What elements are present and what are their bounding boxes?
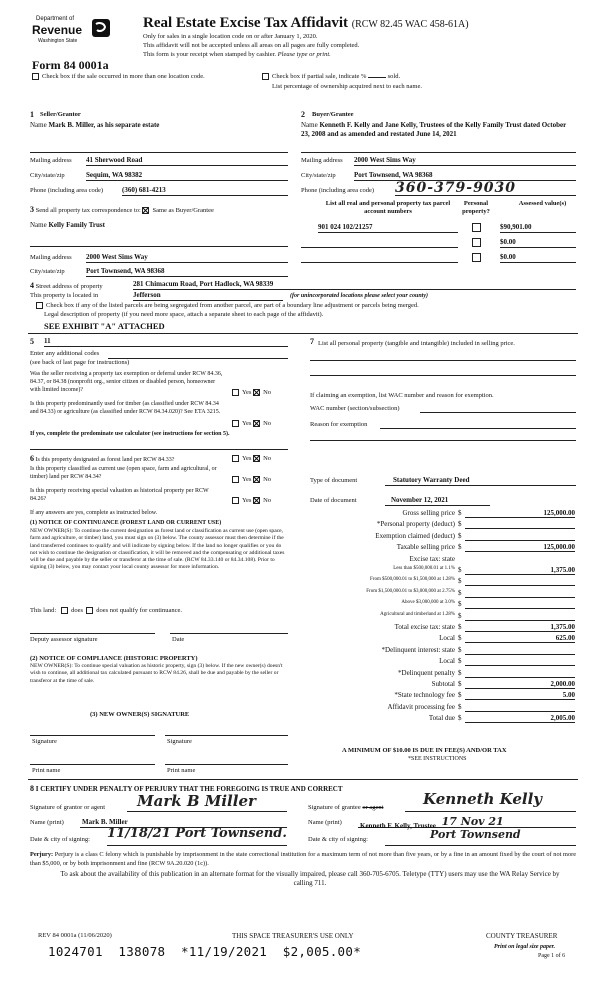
section5-q2-yes-label: Yes (242, 420, 252, 427)
tax-row (310, 691, 580, 701)
revision-number: REV 84 0001a (11/06/2020) (38, 932, 112, 939)
parcel-personal-checkbox-2[interactable] (472, 238, 481, 247)
owner-print-label-2: Print name (167, 767, 196, 774)
buyer-mailing[interactable]: 2000 West Sims Way (354, 156, 576, 166)
deputy-date-label: Date (172, 636, 185, 643)
form-title (143, 14, 469, 33)
dollar-sign: $ (458, 657, 462, 666)
treasurer-stamp: 1024701 138078 *11/19/2021 $2,005.00* (48, 944, 362, 959)
tax-row-label: From $500,000.01 to $1,500,000 at 1.28% (370, 577, 455, 583)
section6-if-any: If any answers are yes, complete as instructed below. (30, 510, 158, 516)
parcel-value-2[interactable]: $0.00 (500, 238, 576, 248)
dollar-sign: $ (458, 600, 462, 609)
owner-print-label-1: Print name (32, 767, 61, 774)
section6-q2-no-checkbox[interactable] (253, 476, 260, 483)
owner-signature-label-2: Signature (167, 738, 192, 745)
parcel-number-2[interactable] (301, 238, 458, 248)
tax-row (310, 669, 580, 679)
parcel-personal-checkbox-1[interactable] (472, 223, 481, 232)
dollar-sign: $ (458, 520, 462, 529)
buyer-name-row (301, 121, 576, 139)
section6-q3-answer[interactable] (232, 497, 271, 505)
dollar-sign: $ (458, 714, 462, 723)
section3-text: Send all property tax correspondence to: (35, 207, 141, 214)
dor-logo-line3: Washington State (38, 38, 78, 44)
land-does-label: does (71, 607, 83, 614)
section5-q2-no-checkbox[interactable] (253, 420, 260, 427)
tax-row (310, 600, 580, 610)
tax-row-label: Total excise tax: state (394, 623, 455, 631)
section5-code[interactable]: 11 (44, 337, 288, 347)
this-land-row (30, 607, 182, 615)
notice1-title: (1) NOTICE OF CONTINUANCE (FOREST LAND OR CURRENT USE) (30, 520, 222, 526)
section5-q2-answer[interactable] (232, 420, 271, 428)
grantee-date-hand: 17 Nov 21 (441, 815, 504, 828)
tax-row (310, 657, 580, 667)
tax-row-label: Agricultural and timberland at 1.28% (380, 611, 455, 617)
buyer-name[interactable]: Kenneth F. Kelly and Jane Kelly, Trustees of the Kelly Family Trust dated October 23, 2008 and as amended and restated June 14, 2021 (301, 121, 567, 138)
buyer-city[interactable]: Port Townsend, WA 98368 (354, 171, 576, 181)
section6-q1: Is this property designated as forest land per RCW 84.33? (35, 457, 175, 463)
grantee-name: Kenneth F. Kelly, Trustee (360, 822, 436, 830)
section5-q2-yes-checkbox[interactable] (232, 420, 239, 427)
this-land-label: This land: (30, 607, 57, 614)
grantee-name-field[interactable] (358, 815, 576, 830)
form-title-rcw: (RCW 82.45 WAC 458-61A) (351, 19, 469, 30)
section6-q2: Is this property classified as current use (open space, farm and agricultural, or timber) land per RCW 84.34? (30, 466, 217, 480)
tax-row-value[interactable]: 125,000.00 (465, 509, 575, 518)
same-as-buyer-label: Same as Buyer/Grantee (152, 207, 214, 214)
tax-row-label: Exemption claimed (deduct) (375, 531, 455, 540)
segregated-label: Check box if any of the listed parcels are being segregated from another parcel, are part of a boundary line adjustment or parcels being merged. (46, 302, 419, 309)
section6-q1-no-checkbox[interactable] (253, 455, 260, 462)
dollar-sign: $ (458, 566, 462, 574)
dollar-sign: $ (458, 702, 462, 711)
tax-row-label: Excise tax: state (409, 554, 455, 563)
section6-q2-yes-checkbox[interactable] (232, 476, 239, 483)
buyer-mailing-label: Mailing address (301, 157, 343, 164)
land-does-not-label: does not qualify for continuance. (96, 607, 182, 614)
seller-city[interactable]: Sequim, WA 98382 (86, 171, 288, 181)
grantor-signature[interactable]: Mark B Miller (127, 792, 287, 812)
segregated-checkbox[interactable] (36, 302, 43, 309)
section5-enter-codes: Enter any additional codes (30, 350, 100, 357)
dollar-sign: $ (458, 668, 462, 677)
doc-type[interactable]: Statutory Warranty Deed (385, 476, 576, 486)
section6-q1-no-label: No (263, 455, 272, 462)
dollar-sign: $ (458, 531, 462, 540)
tax-row (310, 566, 580, 576)
dor-logo (30, 16, 112, 54)
tax-row (310, 714, 580, 724)
section7-wac-input[interactable] (420, 404, 576, 413)
section6-q2-yes-label: Yes (242, 476, 252, 483)
multi-location-check[interactable] (32, 73, 205, 81)
header-note-3b: Please type or print. (277, 51, 331, 58)
section4-street-row (30, 281, 103, 291)
seller-name-label: Name (30, 121, 47, 129)
grantee-sig-label (308, 804, 383, 812)
grantor-date-label: Date & city of signing: (30, 836, 90, 843)
seller-mailing[interactable]: 41 Sherwood Road (86, 156, 288, 166)
section3-row (30, 205, 214, 215)
tax-row-label: Taxable selling price (396, 543, 455, 552)
notice2-title: (2) NOTICE OF COMPLIANCE (HISTORIC PROPERTY) (30, 655, 198, 662)
seller-mailing-label: Mailing address (30, 157, 72, 164)
tax-row-label: *Personal property (deduct) (376, 520, 455, 529)
section5-q1-yes-label: Yes (242, 389, 252, 396)
section3-city[interactable]: Port Townsend, WA 98368 (86, 267, 288, 277)
tax-row-label: *State technology fee (394, 691, 455, 700)
multi-location-label: Check box if the sale occurred in more than one location code. (42, 73, 205, 80)
same-as-buyer-checkbox[interactable] (142, 207, 149, 214)
section7-wac-label: WAC number (section/subsection) (310, 405, 400, 412)
tax-row (310, 680, 580, 690)
tax-row-value[interactable]: 1,375.00 (465, 623, 575, 632)
grantee-signature[interactable]: Kenneth Kelly (405, 790, 576, 812)
owner-signature-label-1: Signature (32, 738, 57, 745)
doc-date[interactable]: November 12, 2021 (385, 496, 490, 506)
tax-row-label: Above $3,000,000 at 3.0% (401, 600, 455, 606)
tax-row (310, 520, 580, 530)
section5-q1: Was the seller receiving a property tax exemption or deferral under RCW 84.36, 84.37, or 84.38 (nonprofit org., senior citizen or disabled person, homeowner with limited income)? (30, 371, 223, 393)
section6-q3: Is this property receiving special valuation as historical property per RCW 84.26? (30, 488, 209, 502)
section5-q1-no-label: No (263, 389, 272, 396)
section7-reason-label: Reason for exemption (310, 421, 368, 428)
form-title-text: Real Estate Excise Tax Affidavit (143, 15, 348, 31)
buyer-name-label: Name (301, 121, 318, 129)
exhibit-a[interactable]: SEE EXHIBIT "A" ATTACHED (44, 321, 165, 331)
dollar-sign: $ (458, 645, 462, 654)
parcels-col-assessed: Assessed value(s) (518, 200, 567, 207)
tax-row (310, 612, 580, 622)
tax-row (310, 509, 580, 519)
tax-row (310, 589, 580, 599)
notice3-title: (3) NEW OWNER(S) SIGNATURE (90, 711, 190, 718)
tax-row-value[interactable]: 1,375.00 (465, 566, 575, 575)
dollar-sign: $ (458, 691, 462, 700)
partial-sale-checkbox[interactable] (262, 73, 269, 80)
tax-row-label: Affidavit processing fee (387, 702, 455, 711)
multi-location-checkbox[interactable] (32, 73, 39, 80)
tax-row-label: Local (439, 634, 455, 643)
grantee-sig-label-b: or agent (362, 804, 384, 811)
seller-city-label: City/state/zip (30, 172, 65, 179)
grantee-sig-label-a: Signature of grantee (308, 804, 361, 811)
tax-row (310, 634, 580, 644)
buyer-heading: Buyer/Grantee (312, 111, 354, 118)
buyer-number: 2 (301, 110, 305, 119)
header-note-3 (143, 51, 331, 59)
tax-row-label: Less than $500,000.01 at 1.1% (393, 566, 455, 571)
land-does-checkbox[interactable] (61, 607, 68, 614)
deputy-signature-label: Deputy assessor signature (30, 636, 98, 643)
tax-row-value[interactable]: 2,005.00 (465, 714, 575, 723)
tax-row-value[interactable] (465, 589, 575, 598)
dollar-sign: $ (458, 588, 462, 597)
section7-text: List all personal property (tangible and intangible) included in selling price. (318, 340, 515, 347)
land-does-not-checkbox[interactable] (86, 607, 93, 614)
seller-name-row (30, 121, 290, 130)
county-treasurer-label: COUNTY TREASURER (486, 932, 558, 940)
tax-row-label: *Delinquent interest: state (381, 645, 455, 654)
dollar-sign: $ (458, 623, 462, 631)
see-instructions-note: *SEE INSTRUCTIONS (408, 756, 467, 762)
doc-date-label: Date of document (310, 497, 357, 504)
tax-row-value[interactable] (465, 520, 575, 529)
section4-street[interactable]: 281 Chimacum Road, Port Hadlock, WA 98339 (133, 280, 576, 290)
tax-row (310, 555, 580, 565)
grantor-date-city[interactable]: 11/18/21 Port Townsend. (107, 826, 287, 846)
segregated-check[interactable] (36, 302, 419, 310)
tax-row-value[interactable]: 625.00 (465, 634, 575, 643)
section5-if-yes: If yes, complete the predominate use calculator (see instructions for section 5). (30, 431, 230, 437)
section4-number: 4 (30, 281, 34, 290)
tax-row-value[interactable]: 2,000.00 (465, 680, 575, 689)
alt-format-notice: To ask about the availability of this publication in an alternate format for the visually impaired, please call 360-705-6705. Teletype (TTY) users may use the WA Relay Service by calling 711. (60, 870, 560, 888)
dor-logo-line1: Department of (36, 16, 75, 22)
dollar-sign: $ (458, 680, 462, 688)
parcels-col-personal: Personal property? (462, 200, 490, 216)
section8-number: 8 (30, 784, 34, 793)
section5-q1-yes-checkbox[interactable] (232, 389, 239, 396)
dollar-sign: $ (458, 543, 462, 552)
section6-q1-row (30, 454, 174, 465)
section3-mailing-label: Mailing address (30, 254, 72, 261)
tax-row-value[interactable] (465, 532, 575, 541)
tax-row-label: Local (439, 657, 455, 666)
section5-number: 5 (30, 337, 34, 346)
grantor-sig-label: Signature of grantor or agent (30, 804, 106, 811)
section3-number: 3 (30, 205, 34, 214)
section7-claim: If claiming an exemption, list WAC number and reason for exemption. (310, 392, 494, 399)
tax-row-value[interactable] (465, 669, 575, 678)
dor-logo-line2: Revenue (32, 23, 83, 37)
tax-row-value[interactable]: 5.00 (465, 691, 575, 700)
buyer-phone[interactable]: 360-379-9030 (395, 180, 576, 196)
section7-number: 7 (310, 337, 314, 346)
section3-name-row (30, 221, 105, 230)
section6-q1-yes-checkbox[interactable] (232, 455, 239, 462)
seller-phone[interactable]: (360) 681-4213 (122, 186, 288, 196)
buyer-city-label: City/state/zip (301, 172, 336, 179)
section3-name[interactable]: Kelly Family Trust (48, 221, 105, 229)
tax-row-value[interactable]: 125,000.00 (465, 543, 575, 552)
notice1-text: NEW OWNER(S): To continue the current designation as forest land or classification as current use (open space, farm and agriculture, or timber) land, you must sign on (3) below. The county assessor must then determine if the land transferred continues to qualify and will indicate by signing below. If the land no longer qualifies or you do not wish to continue the designation or classification, it will be removed and the compensating or additional taxes will be due and payable by the seller or transferor at the time of sale. (RCW 84.33.140 or 84.34.108). Prior to signing (3) below, you may contact your local county assessor for more information. (30, 528, 285, 571)
grantor-name[interactable]: Mark B. Miller (80, 818, 287, 828)
parcel-number-3[interactable] (301, 253, 458, 263)
minimum-due-note: A MINIMUM OF $10.00 IS DUE IN FEE(S) AND/OR TAX (342, 747, 507, 754)
tax-row-label: Total due (428, 714, 455, 723)
section3-city-label: City/state/zip (30, 268, 65, 275)
section5-q1-no-checkbox[interactable] (253, 389, 260, 396)
partial-sale-label: Check box if partial sale, indicate % (272, 73, 367, 80)
section6-q3-no-label: No (263, 497, 272, 504)
perjury-notice (30, 851, 576, 868)
section4-street-label: Street address of property (35, 283, 103, 290)
parcel-personal-checkbox-3[interactable] (472, 253, 481, 262)
tax-row-label: From $1,500,000.01 to $3,000,000 at 2.75% (366, 588, 455, 594)
perjury-text: Perjury is a class C felony which is punishable by imprisonment in the state correctional institution for a maximum term of not more than five years, or by a fine in an amount fixed by the court of not more than $5,000, or by both imprisonment and fine (RCW 9A.20.020 (1c)). (30, 851, 576, 867)
doc-type-label: Type of document (310, 477, 358, 484)
seller-number: 1 (30, 110, 34, 119)
section6-number: 6 (30, 454, 34, 463)
tax-row (310, 703, 580, 713)
tax-row-value[interactable] (465, 612, 575, 621)
tax-row-value[interactable] (465, 600, 575, 609)
tax-row-value[interactable] (465, 577, 575, 586)
section3-mailing[interactable]: 2000 West Sims Way (86, 253, 288, 263)
parcel-value-1[interactable]: $90,901.00 (500, 223, 576, 233)
form-number: Form 84 0001a (32, 58, 109, 72)
tax-row-value[interactable] (465, 657, 575, 666)
section6-q1-answer[interactable] (232, 455, 271, 463)
grantee-name-label: Name (print) (308, 819, 342, 826)
section3-name-label: Name (30, 221, 47, 229)
section6-q1-yes-label: Yes (242, 455, 252, 462)
section4-county-note: (for unincorporated locations please select your county) (290, 293, 428, 299)
header-note-2: This affidavit will not be accepted unless all areas on all pages are fully completed. (143, 42, 360, 49)
parcel-number-1[interactable]: 901 024 102/21257 (318, 223, 458, 233)
parcels-col-numbers: List all real and personal property tax parcel account numbers (325, 200, 451, 216)
tax-row-label: *Delinquent penalty (398, 668, 455, 677)
buyer-phone-label: Phone (including area code) (301, 187, 375, 194)
header-note-1: Only for sales in a single location code on or after January 1, 2020. (143, 33, 318, 40)
grantor-name-label: Name (print) (30, 819, 64, 826)
partial-list-note: List percentage of ownership acquired next to each name. (272, 83, 422, 90)
section5-q1-answer[interactable] (232, 389, 271, 397)
tax-row (310, 577, 580, 587)
dollar-sign: $ (458, 509, 462, 517)
section6-q3-no-checkbox[interactable] (253, 497, 260, 504)
section6-q3-yes-label: Yes (242, 497, 252, 504)
parcel-value-3[interactable]: $0.00 (500, 253, 576, 263)
tax-row-value[interactable] (465, 646, 575, 655)
perjury-label: Perjury: (30, 851, 54, 858)
tax-row (310, 646, 580, 656)
notice2-text: NEW OWNER(S): To continue special valuation as historic property, sign (3) below. If the new owner(s) doesn't wish to continue, all additional tax calculated pursuant to RCW 84.26, shall be due and payable by the seller or transferor at the time of sale. (30, 663, 283, 684)
section6-q2-no-label: No (263, 476, 272, 483)
dollar-sign: $ (458, 611, 462, 620)
section5-see-back: (see back of last page for instructions) (30, 359, 130, 366)
treasurer-use-label: THIS SPACE TREASURER'S USE ONLY (232, 932, 354, 940)
section5-q2-no-label: No (263, 420, 272, 427)
tax-row (310, 543, 580, 553)
seller-name[interactable]: Mark B. Miller, as his separate estate (48, 121, 160, 129)
seller-heading: Seller/Grantor (40, 111, 81, 118)
section8-certify: I CERTIFY UNDER PENALTY OF PERJURY THAT THE FOREGOING IS TRUE AND CORRECT (35, 785, 343, 793)
section7-reason-input[interactable] (380, 420, 576, 429)
partial-sale-check[interactable] (262, 73, 400, 81)
tax-row-value[interactable] (465, 703, 575, 712)
dollar-sign: $ (458, 634, 462, 643)
tax-row (310, 532, 580, 542)
wa-emblem-icon (92, 19, 110, 37)
tax-row-label: Subtotal (431, 680, 455, 688)
header-note-3a: This form is your receipt when stamped by cashier. (143, 51, 277, 58)
section5-q2: Is this property predominantly used for timber (as classified under RCW 84.34 and 84.33) or agriculture (as classified under RCW 84.34.020)? See ETA 3215. (30, 401, 221, 415)
page-number: Page 1 of 6 (538, 953, 566, 959)
partial-sold-label: sold. (387, 73, 401, 80)
legal-size-note: Print on legal size paper. (494, 944, 556, 950)
tax-row-label: Gross selling price (402, 509, 455, 517)
section4-located-label: This property is located in (30, 292, 99, 299)
seller-phone-label: Phone (including area code) (30, 187, 104, 194)
grantee-date-label: Date & city of signing: (308, 836, 368, 843)
tax-row (310, 623, 580, 633)
legal-description-label: Legal description of property (if you need more space, attach a separate sheet to each page of the affidavit). (44, 311, 324, 318)
dollar-sign: $ (458, 577, 462, 586)
section6-q2-answer[interactable] (232, 476, 271, 484)
section4-county[interactable]: Jefferson (133, 291, 283, 301)
grantee-date-city[interactable]: Port Townsend (385, 828, 576, 846)
section6-q3-yes-checkbox[interactable] (232, 497, 239, 504)
